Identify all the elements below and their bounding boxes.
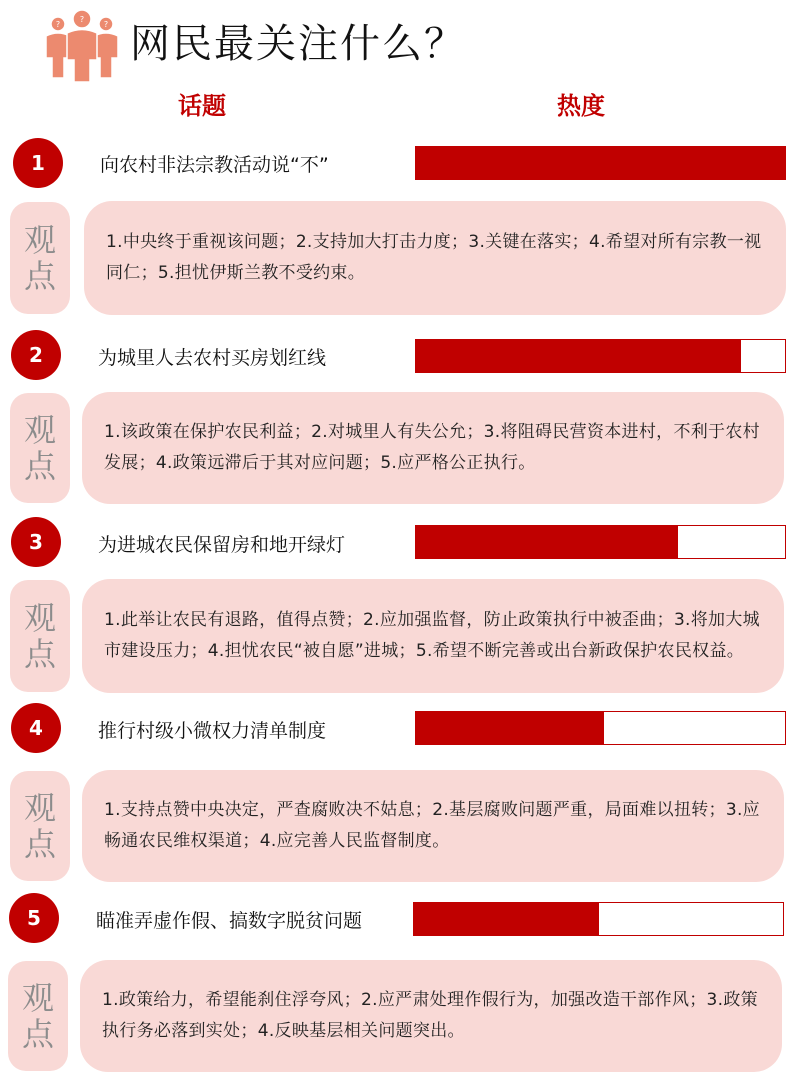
views-text: 1.该政策在保护农民利益；2.对城里人有失公允；3.将阻碍民营资本进村，不利于农村发展；4.政策远滞后于其对应问题；5.应严格公正执行。 <box>104 422 760 473</box>
heat-bar-fill <box>416 712 604 744</box>
heat-bar-fill <box>414 903 599 935</box>
heat-bar-fill <box>416 340 741 372</box>
view-label-char: 观 <box>23 221 56 259</box>
view-label <box>10 580 70 692</box>
column-header-topic: 话题 <box>178 92 226 120</box>
views-card <box>82 579 784 693</box>
view-label <box>10 393 70 503</box>
heat-bar <box>413 902 784 936</box>
view-label-char: 观 <box>23 789 56 827</box>
view-label-char: 点 <box>23 825 56 863</box>
views-text: 1.政策给力，希望能刹住浮夸风；2.应严肃处理作假行为，加强改造干部作风；3.政策执行务必落到实处；4.反映基层相关问题突出。 <box>102 990 758 1041</box>
heat-bar <box>415 711 786 745</box>
heat-bar <box>415 146 786 180</box>
view-label-char: 点 <box>21 1015 54 1053</box>
view-label-char: 观 <box>23 599 56 637</box>
views-text: 1.中央终于重视该问题；2.支持加大打击力度；3.关键在落实；4.希望对所有宗教一视同仁；5.担忧伊斯兰教不受约束。 <box>106 232 762 283</box>
view-label-char: 观 <box>21 979 54 1017</box>
views-card <box>82 392 784 504</box>
views-card <box>82 770 784 882</box>
topic-title: 向农村非法宗教活动说“不” <box>100 154 329 176</box>
rank-badge: 2 <box>11 330 61 380</box>
view-label <box>10 771 70 881</box>
view-label <box>10 202 70 314</box>
topic-title: 瞄准弄虚作假、搞数字脱贫问题 <box>96 910 363 932</box>
view-label <box>8 961 68 1071</box>
view-label-char: 点 <box>23 447 56 485</box>
views-text: 1.此举让农民有退路，值得点赞；2.应加强监督，防止政策执行中被歪曲；3.将加大城市建设压力；4.担忧农民“被自愿”进城；5.希望不断完善或出台新政保护农民权益。 <box>104 610 760 661</box>
rank-badge: 1 <box>13 138 63 188</box>
topic-title: 为进城农民保留房和地开绿灯 <box>98 534 346 556</box>
view-label-char: 观 <box>23 411 56 449</box>
views-text: 1.支持点赞中央决定，严查腐败决不姑息；2.基层腐败问题严重，局面难以扭转；3.应畅通农民维权渠道；4.应完善人民监督制度。 <box>104 800 760 851</box>
page-title: 网民最关注什么？ <box>130 21 466 67</box>
heat-bar <box>415 525 786 559</box>
svg-text:?: ? <box>103 20 109 29</box>
column-header-heat: 热度 <box>557 92 605 120</box>
heat-bar <box>415 339 786 373</box>
views-card <box>80 960 782 1072</box>
heat-bar-fill <box>416 147 785 179</box>
svg-text:?: ? <box>55 20 61 29</box>
rank-badge: 4 <box>11 703 61 753</box>
people-group-icon <box>40 6 124 82</box>
views-card <box>84 201 786 315</box>
topic-title: 推行村级小微权力清单制度 <box>98 720 327 742</box>
view-label-char: 点 <box>23 635 56 673</box>
rank-badge: 3 <box>11 517 61 567</box>
heat-bar-fill <box>416 526 678 558</box>
topic-title: 为城里人去农村买房划红线 <box>98 347 327 369</box>
svg-text:?: ? <box>79 15 85 24</box>
rank-badge: 5 <box>9 893 59 943</box>
view-label-char: 点 <box>23 257 56 295</box>
